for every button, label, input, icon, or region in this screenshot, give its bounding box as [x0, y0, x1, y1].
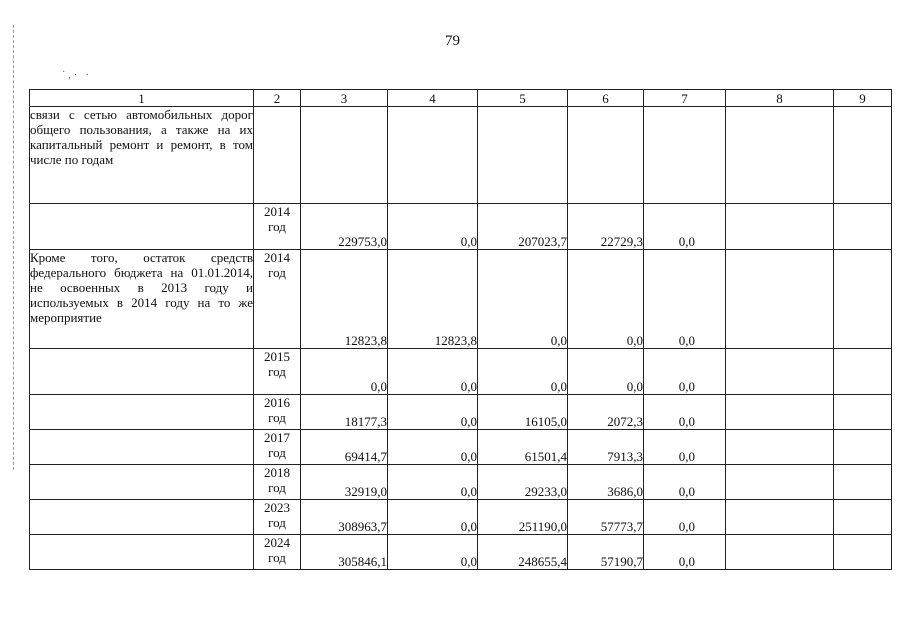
empty-col-9	[834, 430, 892, 465]
row-year: 2014 год	[254, 250, 301, 349]
empty-col-9	[834, 349, 892, 395]
row-description	[30, 349, 254, 395]
row-year: 2024 год	[254, 535, 301, 570]
left-margin-rule	[13, 25, 14, 470]
column-header-7: 7	[644, 90, 726, 107]
value-col-4: 12823,8	[388, 250, 478, 349]
value-col-7: 0,0	[644, 500, 726, 535]
table-row	[30, 500, 892, 535]
row-description: Кроме того, остаток средств федерального бюджета на 01.01.2014, не освоенных в 2013 году и используемых в 2014 году на то же мероприятие	[30, 250, 254, 349]
row-description	[30, 395, 254, 430]
row-year: 2018 год	[254, 465, 301, 500]
value-col-3	[301, 107, 388, 204]
value-col-5	[478, 107, 568, 204]
empty-col-8	[726, 204, 834, 250]
empty-col-8	[726, 107, 834, 204]
table-row	[30, 395, 892, 430]
table-row	[30, 250, 892, 349]
table-row	[30, 430, 892, 465]
header-row	[30, 90, 892, 107]
value-col-6: 2072,3	[568, 395, 644, 430]
empty-col-9	[834, 204, 892, 250]
value-col-5: 16105,0	[478, 395, 568, 430]
empty-col-8	[726, 465, 834, 500]
value-col-4: 0,0	[388, 430, 478, 465]
value-col-5: 29233,0	[478, 465, 568, 500]
row-year: 2016 год	[254, 395, 301, 430]
table-row	[30, 349, 892, 395]
row-description	[30, 430, 254, 465]
empty-col-8	[726, 349, 834, 395]
column-header-2: 2	[254, 90, 301, 107]
value-col-4: 0,0	[388, 535, 478, 570]
value-col-4: 0,0	[388, 204, 478, 250]
value-col-7: 0,0	[644, 430, 726, 465]
column-header-9: 9	[834, 90, 892, 107]
column-header-6: 6	[568, 90, 644, 107]
page-number: 79	[445, 33, 460, 49]
column-header-1: 1	[30, 90, 254, 107]
value-col-5: 0,0	[478, 250, 568, 349]
value-col-4: 0,0	[388, 395, 478, 430]
value-col-6: 3686,0	[568, 465, 644, 500]
column-header-3: 3	[301, 90, 388, 107]
value-col-7: 0,0	[644, 204, 726, 250]
table-row	[30, 204, 892, 250]
value-col-5: 0,0	[478, 349, 568, 395]
value-col-6	[568, 107, 644, 204]
row-year: 2014 год	[254, 204, 301, 250]
empty-col-9	[834, 500, 892, 535]
value-col-3: 305846,1	[301, 535, 388, 570]
value-col-3: 18177,3	[301, 395, 388, 430]
value-col-6: 22729,3	[568, 204, 644, 250]
value-col-5: 61501,4	[478, 430, 568, 465]
empty-col-8	[726, 250, 834, 349]
value-col-5: 207023,7	[478, 204, 568, 250]
value-col-4	[388, 107, 478, 204]
empty-col-9	[834, 250, 892, 349]
table-row	[30, 535, 892, 570]
empty-col-9	[834, 395, 892, 430]
value-col-3: 12823,8	[301, 250, 388, 349]
column-header-4: 4	[388, 90, 478, 107]
empty-col-8	[726, 535, 834, 570]
column-header-8: 8	[726, 90, 834, 107]
value-col-6: 57190,7	[568, 535, 644, 570]
row-description	[30, 535, 254, 570]
row-year: 2017 год	[254, 430, 301, 465]
row-description: связи с сетью автомобильных дорог общего пользования, а также на их капитальный ремонт и ремонт, в том числе по годам	[30, 107, 254, 204]
value-col-7: 0,0	[644, 465, 726, 500]
value-col-5: 248655,4	[478, 535, 568, 570]
row-year	[254, 107, 301, 204]
value-col-6: 0,0	[568, 250, 644, 349]
row-description	[30, 500, 254, 535]
empty-col-8	[726, 395, 834, 430]
value-col-3: 308963,7	[301, 500, 388, 535]
scan-artifacts: ˙,· ·	[62, 70, 92, 81]
value-col-4: 0,0	[388, 500, 478, 535]
value-col-3: 0,0	[301, 349, 388, 395]
value-col-7: 0,0	[644, 535, 726, 570]
value-col-5: 251190,0	[478, 500, 568, 535]
empty-col-9	[834, 107, 892, 204]
value-col-7: 0,0	[644, 395, 726, 430]
value-col-7: 0,0	[644, 349, 726, 395]
value-col-7: 0,0	[644, 250, 726, 349]
row-year: 2015 год	[254, 349, 301, 395]
empty-col-8	[726, 500, 834, 535]
row-description	[30, 465, 254, 500]
row-year: 2023 год	[254, 500, 301, 535]
table-row	[30, 107, 892, 204]
value-col-3: 229753,0	[301, 204, 388, 250]
value-col-3: 69414,7	[301, 430, 388, 465]
value-col-7	[644, 107, 726, 204]
value-col-6: 57773,7	[568, 500, 644, 535]
empty-col-9	[834, 465, 892, 500]
budget-table	[29, 89, 892, 570]
value-col-4: 0,0	[388, 349, 478, 395]
value-col-4: 0,0	[388, 465, 478, 500]
empty-col-8	[726, 430, 834, 465]
value-col-6: 0,0	[568, 349, 644, 395]
table-row	[30, 465, 892, 500]
row-description	[30, 204, 254, 250]
column-header-5: 5	[478, 90, 568, 107]
empty-col-9	[834, 535, 892, 570]
value-col-6: 7913,3	[568, 430, 644, 465]
value-col-3: 32919,0	[301, 465, 388, 500]
